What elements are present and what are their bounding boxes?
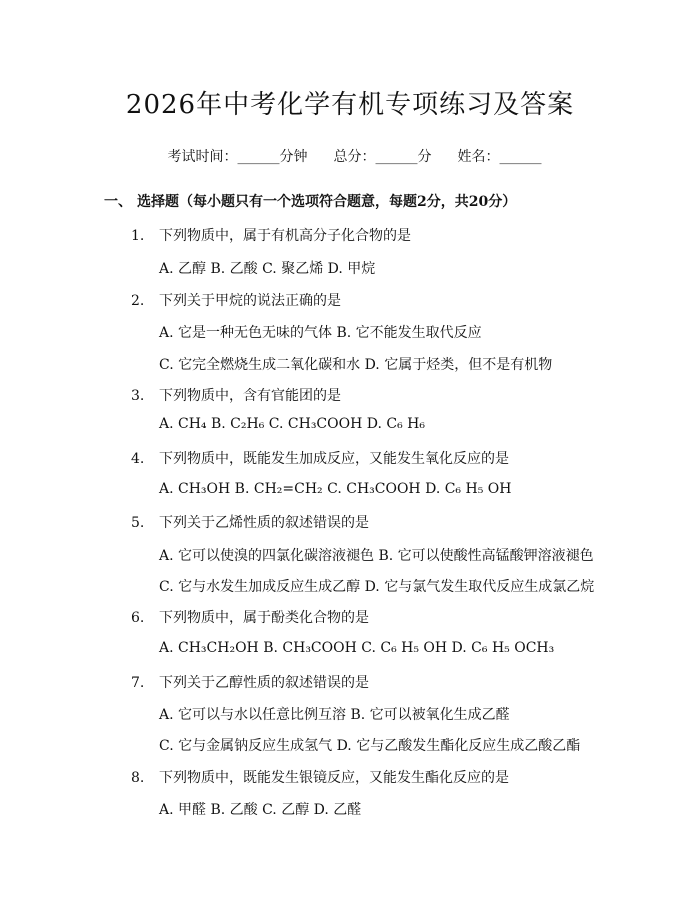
- options-text: A. CH₄ B. C₂H₆ C. CH₃COOH D. C₆ H₆: [159, 416, 425, 432]
- options-text: C. 它与水发生加成反应生成乙醇 D. 它与氯气发生取代反应生成氯乙烷: [159, 579, 595, 595]
- question-7-options-ab: [159, 704, 510, 724]
- question-stem: 下列物质中，既能发生加成反应，又能发生氧化反应的是: [159, 451, 509, 467]
- score-unit: 分: [417, 149, 432, 165]
- options-text: A. 甲醛 B. 乙酸 C. 乙醇 D. 乙醛: [159, 802, 362, 818]
- question-2-options-cd: [159, 354, 552, 374]
- options-text: C. 它与金属钠反应生成氢气 D. 它与乙酸发生酯化反应生成乙酸乙酯: [159, 738, 581, 754]
- options-text: A. 它是一种无色无味的气体 B. 它不能发生取代反应: [159, 325, 482, 341]
- question-number: 5.: [131, 515, 145, 531]
- question-5-options-ab: [159, 545, 594, 565]
- options-text: A. 它可以使溴的四氯化碳溶液褪色 B. 它可以使酸性高锰酸钾溶液褪色: [159, 548, 594, 564]
- section-number: 一、: [104, 194, 132, 210]
- options-text: A. 它可以与水以任意比例互溶 B. 它可以被氧化生成乙醛: [159, 707, 510, 723]
- name-label: 姓名：: [457, 149, 500, 165]
- question-stem: 下列关于乙烯性质的叙述错误的是: [159, 515, 369, 531]
- question-stem: 下列物质中，含有官能团的是: [159, 388, 341, 404]
- question-4-options: [159, 481, 511, 497]
- question-2-options-ab: [159, 322, 482, 342]
- time-blank: ______: [237, 149, 280, 165]
- options-text: A. CH₃OH B. CH₂=CH₂ C. CH₃COOH D. C₆ H₅ OH: [159, 481, 512, 497]
- options-text: C. 它完全燃烧生成二氧化碳和水 D. 它属于烃类，但不是有机物: [159, 357, 553, 373]
- question-number: 2.: [131, 293, 145, 309]
- score-blank: ______: [375, 149, 418, 165]
- question-6: [131, 607, 369, 627]
- question-3: [131, 385, 341, 405]
- question-5: [131, 512, 369, 532]
- question-2: [131, 290, 341, 310]
- question-stem: 下列物质中，属于有机高分子化合物的是: [159, 228, 411, 244]
- score-label: 总分：: [333, 149, 376, 165]
- time-label: 考试时间：: [167, 149, 238, 165]
- question-5-options-cd: [159, 576, 594, 596]
- question-8-options: [159, 799, 361, 819]
- question-3-options: [159, 416, 425, 432]
- question-number: 7.: [131, 675, 145, 691]
- question-4: [131, 448, 509, 468]
- question-7-options-cd: [159, 735, 580, 755]
- question-number: 1.: [131, 228, 145, 244]
- page-title: 2026年中考化学有机专项练习及答案: [125, 90, 575, 120]
- time-unit: 分钟: [279, 149, 308, 165]
- name-blank: ______: [499, 149, 542, 165]
- section-heading: [104, 191, 516, 211]
- options-text: A. CH₃CH₂OH B. CH₃COOH C. C₆ H₅ OH D. C₆ H₅ OCH₃: [159, 640, 555, 656]
- question-1-options: [159, 258, 375, 278]
- question-number: 4.: [131, 451, 145, 467]
- question-number: 8.: [131, 770, 145, 786]
- question-8: [131, 767, 509, 787]
- options-text: A. 乙醇 B. 乙酸 C. 聚乙烯 D. 甲烷: [159, 261, 376, 277]
- exam-info-line: [0, 130, 700, 166]
- question-7: [131, 672, 369, 692]
- question-number: 3.: [131, 388, 145, 404]
- question-stem: 下列物质中，属于酚类化合物的是: [159, 610, 369, 626]
- section-title: 选择题（每小题只有一个选项符合题意，每题2分，共20分）: [137, 194, 517, 210]
- question-stem: 下列关于甲烷的说法正确的是: [159, 293, 341, 309]
- question-stem: 下列关于乙醇性质的叙述错误的是: [159, 675, 369, 691]
- question-stem: 下列物质中，既能发生银镜反应，又能发生酯化反应的是: [159, 770, 509, 786]
- question-6-options: [159, 640, 554, 656]
- question-number: 6.: [131, 610, 145, 626]
- question-1: [131, 225, 411, 245]
